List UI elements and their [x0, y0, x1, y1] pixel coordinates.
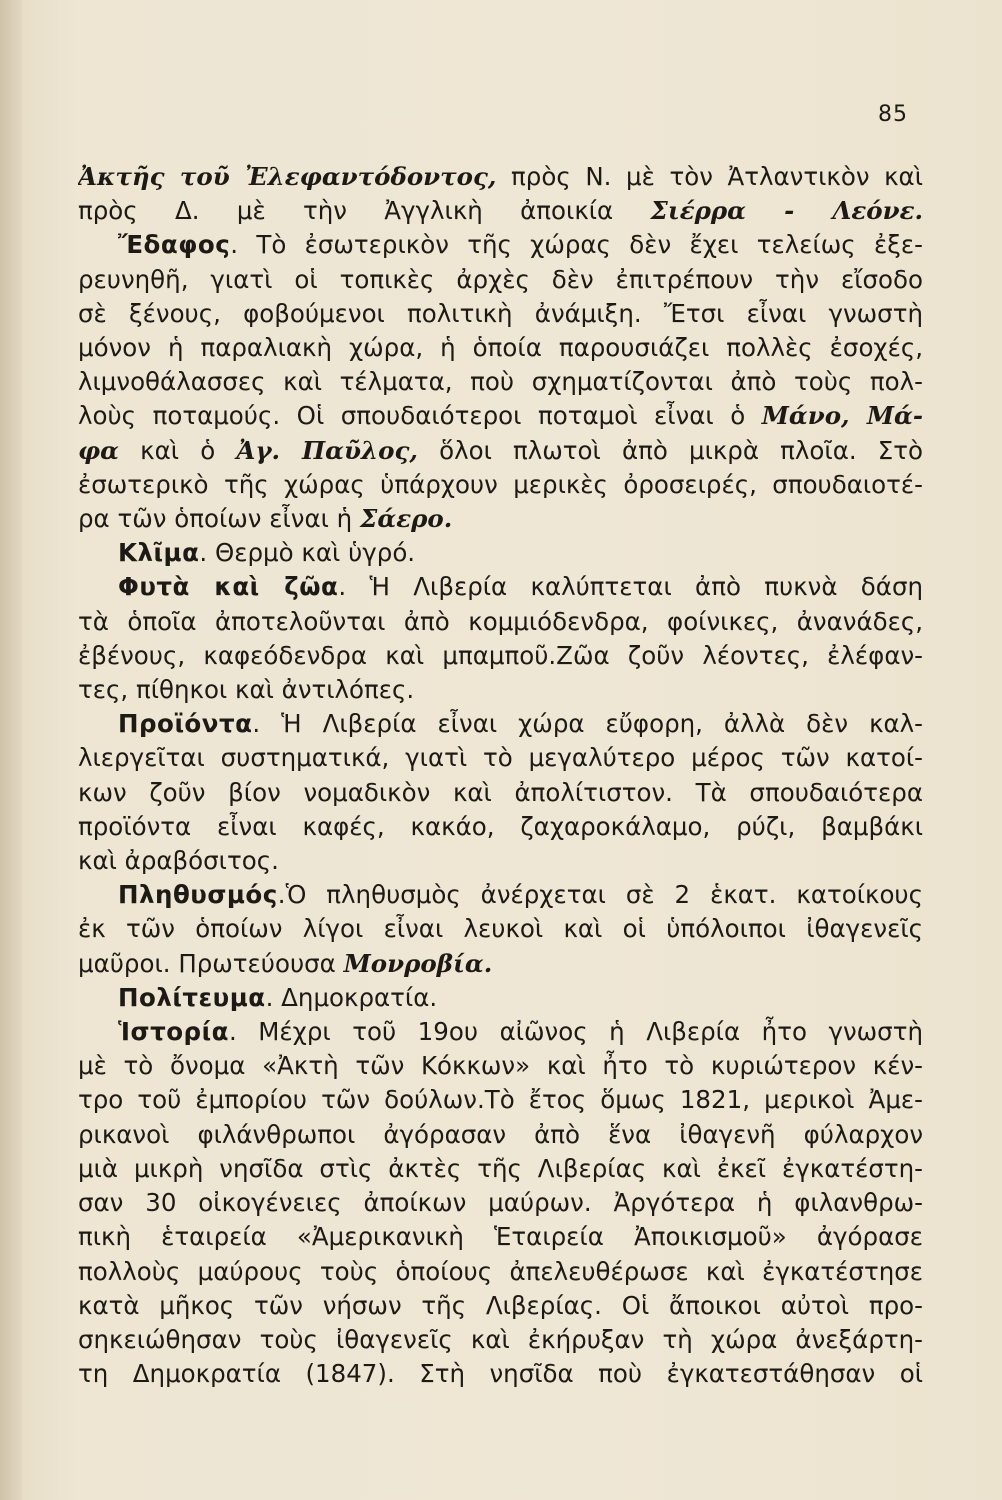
text-line-33: πολλοὺς μαύρους τοὺς ὁποίους ἀπελευθέρωσε καὶ ἐγκατέστησε — [78, 1256, 923, 1286]
section-heading-istoria: Ἱστορία — [118, 1017, 229, 1047]
text-line-20: προϊόντα εἶναι καφές, κακάο, ζαχαροκάλαμο, ρύζι, βαμβάκι — [78, 811, 923, 841]
text-line-15: ἐβένους, καφεόδενδρα καὶ μπαμποῦ.Ζῶα ζοῦν λέοντες, ἐλέφαν- — [78, 640, 923, 670]
text-line-34: κατὰ μῆκος τῶν νήσων τῆς Λιβερίας. Οἱ ἄποικοι αὐτοὶ προ- — [78, 1290, 923, 1320]
text-line-1: Ἀκτῆς τοῦ Ἐλεφαντόδοντος, πρὸς Ν. μὲ τὸν Ἀτλαντικὸν καὶ — [78, 162, 923, 191]
text-line-31: σαν 30 οἰκογένειες ἀποίκων μαύρων. Ἀργότερα ἡ φιλανθρω- — [78, 1188, 923, 1218]
section-heading-klima: Κλῖμα — [118, 538, 200, 568]
section-heading-proionta: Προϊόντα — [118, 709, 253, 739]
text-line-21: καὶ ἀραβόσιτος. — [78, 846, 279, 876]
text-line-16: τες, πίθηκοι καὶ ἀντιλόπες. — [78, 675, 415, 705]
text-line-3: Ἔδαφος. Τὸ ἐσωτερικὸν τῆς χώρας δὲν ἔχει τελείως ἐξε- — [118, 230, 923, 260]
body-text — [78, 160, 923, 1391]
text-line-11: ρα τῶν ὁποίων εἶναι ἡ Σάερο. — [78, 504, 453, 534]
text-line-18: λιεργεῖται συστηματικά, γιατὶ τὸ μεγαλύτερο μέρος τῶν κατοί- — [78, 743, 923, 773]
text-line-23: ἐκ τῶν ὁποίων λίγοι εἶναι λευκοὶ καὶ οἱ ὑπόλοιποι ἰθαγενεῖς — [78, 914, 923, 944]
text-line-9: φα καὶ ὁ Ἀγ. Παῦλος, ὅλοι πλωτοὶ ἀπὸ μικρὰ πλοῖα. Στὸ — [78, 435, 923, 465]
text-line-17: Προϊόντα. Ἡ Λιβερία εἶναι χώρα εὔφορη, ἀλλὰ δὲν καλ- — [118, 709, 923, 739]
text-line-30: μιὰ μικρὴ νησῖδα στὶς ἀκτὲς τῆς Λιβερίας καὶ ἐκεῖ ἐγκατέστη- — [78, 1153, 923, 1183]
text-line-7: λιμνοθάλασσες καὶ τέλματα, ποὺ σχηματίζονται ἀπὸ τοὺς πολ- — [78, 367, 923, 397]
text-line-36: τη Δημοκρατία (1847). Στὴ νησῖδα ποὺ ἐγκατεστάθησαν οἱ — [78, 1359, 923, 1389]
text-line-25: Πολίτευμα. Δημοκρατία. — [118, 982, 438, 1012]
text-line-13: Φυτὰ καὶ ζῶα. Ἡ Λιβερία καλύπτεται ἀπὸ πυκνὰ δάση — [118, 572, 923, 602]
text-line-28: τρο τοῦ ἐμπορίου τῶν δούλων.Τὸ ἔτος ὅμως 1821, μερικοὶ Ἀμε- — [78, 1085, 923, 1115]
section-heading-fyta: Φυτὰ καὶ ζῶα — [118, 572, 339, 602]
text-line-32: πικὴ ἑταιρεία «Ἀμερικανικὴ Ἑταιρεία Ἀποικισμοῦ» ἀγόρασε — [78, 1222, 923, 1252]
text-line-4: ρευνηθῆ, γιατὶ οἱ τοπικὲς ἀρχὲς δὲν ἐπιτρέπουν τὴν εἴσοδο — [78, 264, 923, 294]
text-line-26: Ἱστορία. Μέχρι τοῦ 19ου αἰῶνος ἡ Λιβερία ἦτο γνωστὴ — [118, 1017, 923, 1047]
text-line-35: σηκειώθησαν τοὺς ἰθαγενεῖς καὶ ἐκήρυξαν τὴ χώρα ἀνεξάρτη- — [78, 1324, 923, 1354]
text-line-10: ἐσωτερικὸ τῆς χώρας ὑπάρχουν μερικὲς ὀροσειρές, σπουδαιοτέ- — [78, 469, 923, 499]
section-heading-edafos: Ἔδαφος — [118, 230, 231, 260]
text-line-24: μαῦροι. Πρωτεύουσα Μονροβία. — [78, 948, 493, 978]
section-heading-politevma: Πολίτευμα — [118, 982, 266, 1012]
page-binding-edge — [0, 0, 22, 1500]
text-line-22: Πληθυσμός.Ὁ πληθυσμὸς ἀνέρχεται σὲ 2 ἑκατ. κατοίκους — [118, 880, 923, 910]
text-line-8: λοὺς ποταμούς. Οἱ σπουδαιότεροι ποταμοὶ εἶναι ὁ Μάνο, Μά- — [78, 401, 923, 431]
text-line-12: Κλῖμα. Θερμὸ καὶ ὑγρό. — [118, 538, 416, 568]
text-line-27: μὲ τὸ ὄνομα «Ἀκτὴ τῶν Κόκκων» καὶ ἦτο τὸ κυριώτερον κέν- — [78, 1051, 923, 1081]
text-line-6: μόνον ἡ παραλιακὴ χώρα, ἡ ὁποία παρουσιάζει πολλὲς ἐσοχές, — [78, 333, 923, 363]
text-line-5: σὲ ξένους, φοβούμενοι πολιτικὴ ἀνάμιξη. Ἔτσι εἶναι γνωστὴ — [78, 298, 923, 328]
text-line-2: πρὸς Δ. μὲ τὴν Ἀγγλικὴ ἀποικία Σιέρρα - Λεόνε. — [78, 196, 923, 226]
section-heading-plithysmos: Πληθυσμός — [118, 880, 278, 910]
text-line-29: ρικανοὶ φιλάνθρωποι ἀγόρασαν ἀπὸ ἕνα ἰθαγενῆ φύλαρχον — [78, 1119, 923, 1149]
text-line-14: τὰ ὁποῖα ἀποτελοῦνται ἀπὸ κομμιόδενδρα, φοίνικες, ἀνανάδες, — [78, 606, 923, 636]
page-number: 85 — [878, 102, 908, 127]
text-line-19: κων ζοῦν βίον νομαδικὸν καὶ ἀπολίτιστον. Τὰ σπουδαιότερα — [78, 777, 923, 807]
